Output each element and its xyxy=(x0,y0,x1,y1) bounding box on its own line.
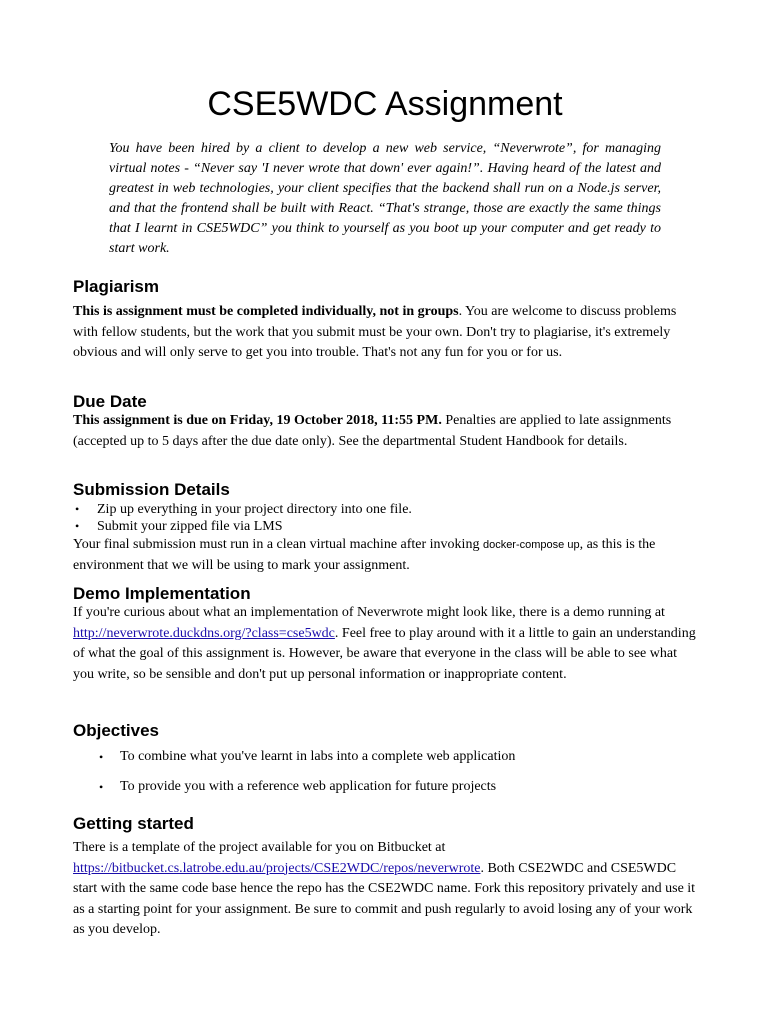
submission-text-after: , as this is the environment that we will be using to mark your assignment. xyxy=(73,537,656,573)
plagiarism-text: . You are welcome to discuss problems with fellow students, but the work that you submit must be your own. Don't try to plagiarise, it's extremely obvious and will only serve to get you into trouble. That's not any fun for you or for us. xyxy=(73,304,677,360)
objectives-list xyxy=(73,747,693,807)
demo-heading: Demo Implementation xyxy=(73,584,251,603)
list-item xyxy=(73,501,693,518)
intro-paragraph: You have been hired by a client to develop a new web service, “Neverwrote”, for managing virtual notes - “Never say 'I never wrote that down' ever again!”. Having heard of the latest and greatest in web technologies, your client specifies that the backend shall run on a Node.js server, and that the frontend shall be built with React. “That's strange, those are exactly the same things that I learnt in CSE5WDC” you think to yourself as you boot up your computer and get ready to start work. xyxy=(109,141,661,256)
submission-heading: Submission Details xyxy=(73,480,230,499)
due-date-paragraph xyxy=(73,411,697,452)
demo-link[interactable]: http://neverwrote.duckdns.org/?class=cse5wdc xyxy=(73,625,335,641)
list-item-text: To provide you with a reference web application for future projects xyxy=(120,779,497,794)
list-item xyxy=(73,518,693,535)
list-item-text: Submit your zipped file via LMS xyxy=(97,519,283,534)
list-item-text: Zip up everything in your project directory into one file. xyxy=(97,502,412,517)
getting-started-heading: Getting started xyxy=(73,814,194,833)
plagiarism-bold: This is assignment must be completed individually, not in groups xyxy=(73,304,459,319)
bullet-icon: • xyxy=(99,780,104,794)
due-date-text: Penalties are applied to late assignments (accepted up to 5 days after the due date only). See the departmental Student Handbook for details. xyxy=(73,413,672,449)
submission-text-before: Your final submission must run in a clean virtual machine after invoking xyxy=(73,537,483,552)
list-item xyxy=(73,777,693,807)
demo-text-after: . Feel free to play around with it a little to gain an understanding of what the goal of this assignment is. However, be aware that everyone in the class will be able to see what you write, so be sensible and don't put up personal information or inappropriate content. xyxy=(73,625,696,682)
demo-text-before: If you're curious about what an implementation of Neverwrote might look like, there is a demo running at xyxy=(73,605,665,620)
due-date-bold: This assignment is due on Friday, 19 October 2018, 11:55 PM. xyxy=(73,413,442,428)
getting-started-paragraph xyxy=(73,838,697,941)
objectives-heading: Objectives xyxy=(73,721,159,740)
getting-started-text-before: There is a template of the project available for you on Bitbucket at xyxy=(73,840,446,855)
list-item xyxy=(73,747,693,777)
bitbucket-link[interactable]: https://bitbucket.cs.latrobe.edu.au/projects/CSE2WDC/repos/neverwrote xyxy=(73,860,481,876)
bullet-icon: • xyxy=(75,502,80,516)
docker-command: docker-compose up xyxy=(482,539,580,551)
plagiarism-paragraph xyxy=(73,302,697,364)
bullet-icon: • xyxy=(99,750,104,764)
bullet-icon: • xyxy=(75,519,80,533)
demo-paragraph xyxy=(73,603,697,685)
list-item-text: To combine what you've learnt in labs into a complete web application xyxy=(120,749,516,764)
submission-list xyxy=(73,501,693,535)
page-title: CSE5WDC Assignment xyxy=(207,85,563,123)
submission-paragraph xyxy=(73,535,697,576)
due-date-heading: Due Date xyxy=(73,392,147,411)
getting-started-text-after: . Both CSE2WDC and CSE5WDC start with the same code base hence the repo has the CSE2WDC name. Fork this repository privately and use it as a starting point for your assignment. Be sure to commit and push regularly to avoid losing any of your work as you develop. xyxy=(73,860,696,937)
plagiarism-heading: Plagiarism xyxy=(73,277,159,296)
